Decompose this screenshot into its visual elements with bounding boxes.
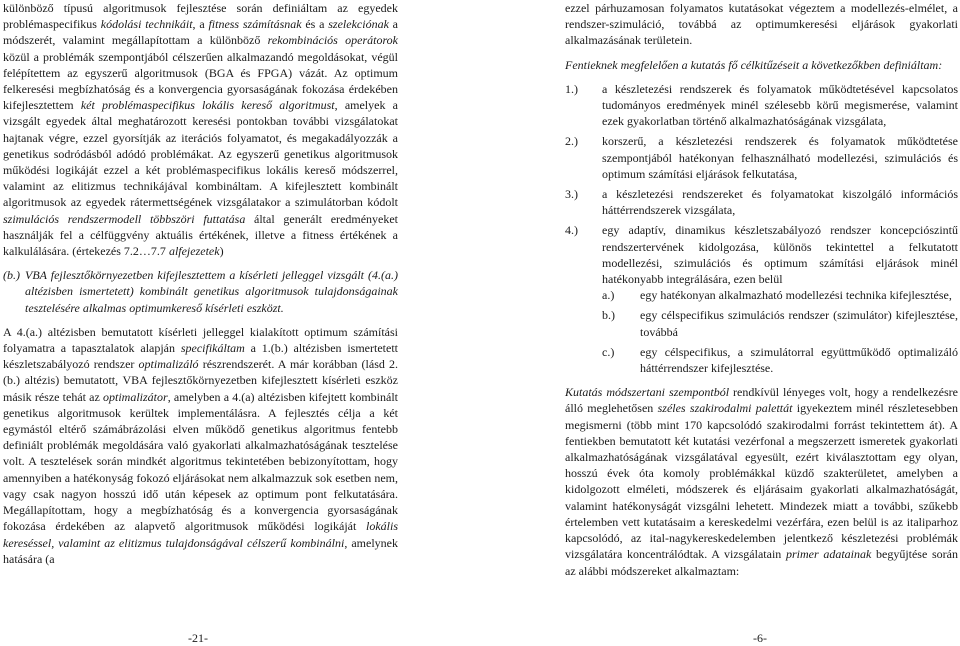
italic-text-run: optimalizátor bbox=[103, 389, 168, 404]
italic-text-run: szelekciónak bbox=[328, 17, 389, 32]
text-run: begyűjtése során az alábbi módszereket alkalmaztam: bbox=[565, 547, 958, 578]
sublist-item-text: egy célspecifikus, a szimulátorral együttműködő optimalizáló háttérrendszer kifejlesztése. bbox=[640, 344, 958, 376]
list-item-label: 1.) bbox=[565, 81, 578, 96]
subthesis-b bbox=[3, 267, 398, 316]
italic-text-run: szimulációs rendszermodell többszöri futtatása bbox=[3, 211, 246, 226]
text-run: , amelynek hatására (a bbox=[3, 535, 398, 566]
objectives-sublist bbox=[565, 287, 958, 376]
italic-text-run: primer adatainak bbox=[785, 547, 872, 562]
left-page bbox=[3, 0, 398, 567]
list-item-label: 3.) bbox=[565, 187, 578, 202]
italic-text-run: optimalizáló bbox=[138, 357, 199, 372]
subthesis-label: (b.) bbox=[3, 268, 20, 283]
list-item-label: 2.) bbox=[565, 134, 578, 149]
text-run: részrendszerét. A már korábban (lásd 2.(b.) altézis) bemutatott, VBA fejlesztőkörnyezetben kifejlesztett kísérleti eszköz másik része tehát az bbox=[3, 357, 398, 404]
left-body-paragraph bbox=[3, 324, 398, 567]
text-run: , a bbox=[192, 17, 209, 32]
list-item bbox=[565, 186, 958, 218]
sublist-item-label: b.) bbox=[602, 308, 615, 323]
methodology-paragraph bbox=[565, 384, 958, 578]
list-item bbox=[565, 222, 958, 287]
objectives-list bbox=[565, 81, 958, 376]
text-run: , amelyek a vizsgált egyedek által meghatározott keresési pontokban további vizsgálatokat hajtanak végre, ezzel gyorsítják az iterációs folyamatot, és megakadályozzák a genetikus sodródásból adódó problémákat. Az egyszerű genetikus algoritmusok működési logikáját ezzel a két problémaspecifikus lokális kereső módszerrel, valamint az elitizmus technikájával kombináltam. A kifejlesztett kombinált algoritmusok az egyedek rátermettségének vizsgálatakor a szimulátorban kódolt bbox=[3, 98, 398, 210]
list-item-text: a készletezési rendszereket és folyamatokat kiszolgáló információs háttérrendszerek vizsgálata, bbox=[602, 187, 958, 218]
sublist-item bbox=[602, 307, 958, 339]
text-run: ) bbox=[219, 244, 224, 259]
text-run: a 1.(b.) altézisben ismertetett készletszabályozó rendszer bbox=[3, 341, 398, 372]
italic-text-run: két problémaspecifikus lokális kereső algoritmust bbox=[80, 98, 335, 113]
right-page bbox=[565, 0, 958, 579]
left-intro-paragraph bbox=[3, 0, 398, 259]
right-opening-paragraph: ezzel párhuzamosan folyamatos kutatásokat végeztem a modellezés-elmélet, a rendszer-szimuláció, továbbá az optimumkeresési eljárások gyakorlati alkalmazásának területein. bbox=[565, 1, 958, 48]
italic-text-run: fitness számításnak bbox=[208, 17, 302, 32]
page-number-left: -21- bbox=[188, 631, 208, 645]
italic-text-run: lokális kereséssel, valamint az elitizmus tulajdonságával célszerű kombinálni bbox=[3, 519, 398, 550]
sublist-item-label: a.) bbox=[602, 288, 615, 303]
text-run: és a bbox=[301, 17, 329, 32]
list-item bbox=[565, 81, 958, 130]
italic-text-run: kódolási technikáit bbox=[100, 17, 193, 32]
list-item-text: korszerű, a készletezési rendszerek és folyamatok működtetése szempontjából hatékonyan felhasználható modellezési, szimulációs és optimum számítási eljárások felkutatása, bbox=[602, 134, 958, 181]
list-item-label: 4.) bbox=[565, 223, 578, 238]
sublist-item bbox=[602, 344, 958, 376]
sublist-item bbox=[602, 287, 958, 303]
italic-text-run: alfejezetek bbox=[168, 244, 220, 259]
italic-text-run: rekombinációs operátorok bbox=[267, 33, 399, 48]
sublist-item-label: c.) bbox=[602, 344, 615, 359]
list-item-text: a készletezési rendszerek és folyamatok működtetésével kapcsolatos tudományos eredmények minél szélesebb körű megismerése, valamint ezek gyakorlatban történő alkalmazhatóságának vizsgálata, bbox=[602, 81, 958, 129]
text-run: közül a problémák szempontjából célszerűen alkalmazandó megoldásokat, végül felépítettem az egyszerű algoritmusok (BGA és FPGA) vázát. Az optimum felkeresési megbízhatóság és a konvergencia gyorsaságának fokozása érdekében kifejlesztettem bbox=[3, 49, 398, 113]
objectives-intro: Fentieknek megfelelően a kutatás fő célkitűzéseit a következőkben definiáltam: bbox=[565, 57, 943, 72]
sublist-item-text: egy hatékonyan alkalmazható modellezési technika kifejlesztése, bbox=[640, 288, 952, 303]
text-run: által generált eredményeket használják fel a célfüggvény aktuális értékének, illetve a fitness értékének a kalkulálására. (értekezés 7.2…7.7 bbox=[3, 211, 399, 259]
subthesis-text: VBA fejlesztőkörnyezetben kifejlesztettem a kísérleti jelleggel vizsgált (4.(a.) altézisben ismertetett) kombinált genetikus algoritmusok tulajdonságainak tesztelésére alkalmas optimumkereső kísérleti eszközt. bbox=[25, 268, 398, 315]
italic-text-run: Kutatás módszertani szempontból bbox=[565, 385, 730, 400]
text-run: különböző típusú algoritmusok fejlesztése során definiáltam az egyedek problémaspecifikus bbox=[3, 1, 398, 32]
list-item-text: egy adaptív, dinamikus készletszabályozó rendszer koncepciószintű rendszertervének kidolgozása, különös tekintettel a felkutatott modellezési, szimulációs és optimum számítási eljárások minél hatékonyabb integrálására, ezen belül bbox=[602, 223, 958, 287]
text-run: , amelyben a 4.(a) altézisben kifejtett kombinált genetikus algoritmusok kerültek implementálásra. A fejlesztés célja a két egymástól eltérő számábrázolási elven működő genetikus algoritmus fentebb definiált problémák megoldására való gyakorlati alkalmazhatóságának tesztelése volt. A tesztelések során mindkét algoritmus tekintetében bebizonyítottam, hogy amennyiben a hatékonyság fokozó eljárásokat nem alkalmazzuk sok esetben nem, vagy csak nagyon hosszú idő után képesek az optimum pont felkutatására. Megállapítottam, hogy a megbízhatóság és a konvergencia gyorsaságának fokozása érdekében az alapvető algoritmusok működési logikáját bbox=[3, 389, 399, 534]
text-run: a módszerét, valamint megállapítottam a különböző bbox=[3, 17, 399, 48]
italic-text-run: specifikáltam bbox=[180, 341, 245, 356]
text-run: A 4.(a.) altézisben bemutatott kísérleti jelleggel kialakított optimum számítási folyamatra a tapasztalatok alapján bbox=[3, 324, 398, 356]
list-item bbox=[565, 133, 958, 182]
italic-text-run: széles szakirodalmi palettát bbox=[657, 401, 793, 416]
page-number-right: -6- bbox=[753, 631, 767, 645]
text-run: igyekeztem minél részletesebben megismerni (több mint 170 kapcsolódó szakirodalmi forrást tekintettem át). A fentiekben bemutatott két kutatási vezérfonal a megszerzett ismeretek gyakorlati alkalmazhatóságának vizsgálatával egyesült, ezért kiválasztottam egy olyan, hosszú évek óta komoly problémákkal küzdő szakterületet, amelyben a kidolgozott elméleti, módszerek és eljárásaim gyakorlati alkalmazhatóságát, valamint hatékonyságát vizsgálni lehetett. Mindezek miatt a további, szűkebb értelemben vett kutatásaim a kereskedelmi vezérfára, ezen belül is az italiparhoz kapcsolódó, az ital-nagykereskedelemben jelentkező készletezési problémák vizsgálatára koncentrálódtak. A vizsgálatain bbox=[565, 401, 958, 562]
text-run: rendkívül lényeges volt, hogy a rendelkezésre álló meglehetősen bbox=[565, 385, 958, 416]
sublist-item-text: egy célspecifikus szimulációs rendszer (szimulátor) kifejlesztése, továbbá bbox=[640, 308, 958, 339]
